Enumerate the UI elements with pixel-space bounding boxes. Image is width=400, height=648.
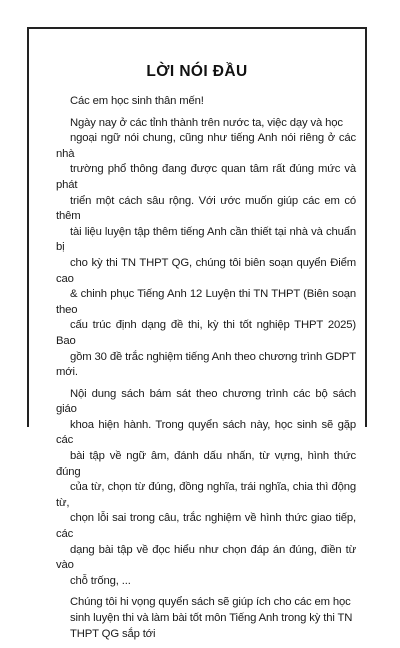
text-line: bài tập về ngữ âm, đánh dấu nhấn, từ vựng, hình thức đúng bbox=[56, 450, 356, 478]
text-line: & chinh phục Tiếng Anh 12 Luyện thi TN THPT (Biên soạn theo bbox=[56, 288, 356, 316]
greeting-paragraph bbox=[56, 94, 356, 110]
text-line: gồm 30 đề trắc nghiệm tiếng Anh theo chương trình GDPT mới. bbox=[56, 350, 356, 379]
content-paragraph bbox=[56, 387, 356, 590]
text-line: ngoại ngữ nói chung, cũng như tiếng Anh nói riêng ở các nhà bbox=[56, 132, 356, 160]
page-title: LỜI NÓI ĐẦU bbox=[146, 63, 248, 80]
text-line: chọn lỗi sai trong câu, trắc nghiệm về hình thức giao tiếp, các bbox=[56, 512, 356, 541]
text-line: cho kỳ thi TN THPT QG, chúng tôi biên soạn quyển Điểm cao bbox=[56, 256, 356, 285]
intro-paragraph bbox=[56, 116, 356, 381]
closing-paragraph bbox=[56, 595, 356, 642]
text-line: Nội dung sách bám sát theo chương trình các bộ sách giáo bbox=[56, 387, 356, 416]
text-line: sinh luyện thi và làm bài tốt môn Tiếng Anh trong kỳ thi TN bbox=[70, 612, 353, 624]
text-line: Các em học sinh thân mến! bbox=[70, 95, 204, 107]
text-line: của từ, chọn từ đúng, đồng nghĩa, trái nghĩa, chia thì động từ, bbox=[56, 481, 356, 509]
text-line: Ngày nay ở các tỉnh thành trên nước ta, việc dạy và học bbox=[70, 116, 343, 129]
text-line: tài liệu luyện tập thêm tiếng Anh cần thiết tại nhà và chuẩn bị bbox=[56, 225, 356, 254]
text-line: Chúng tôi hi vọng quyển sách sẽ giúp ích cho các em học bbox=[70, 596, 351, 609]
text-line: dạng bài tập về đọc hiểu như chọn đáp án đúng, điền từ vào bbox=[56, 543, 356, 572]
text-line: triển một cách sâu rộng. Với ước muốn giúp các em có thêm bbox=[56, 194, 356, 223]
text-line: chỗ trống, ... bbox=[70, 574, 131, 587]
preface-body bbox=[56, 94, 356, 648]
text-line: cấu trúc định dạng đề thi, kỳ thi tốt nghiệp THPT 2025) Bao bbox=[56, 319, 356, 347]
text-line: THPT QG sắp tới bbox=[70, 627, 156, 640]
text-line: trường phổ thông đang được quan tâm rất đúng mức và phát bbox=[56, 163, 356, 191]
text-line: khoa hiện hành. Trong quyển sách này, học sinh sẽ gặp các bbox=[56, 418, 356, 447]
